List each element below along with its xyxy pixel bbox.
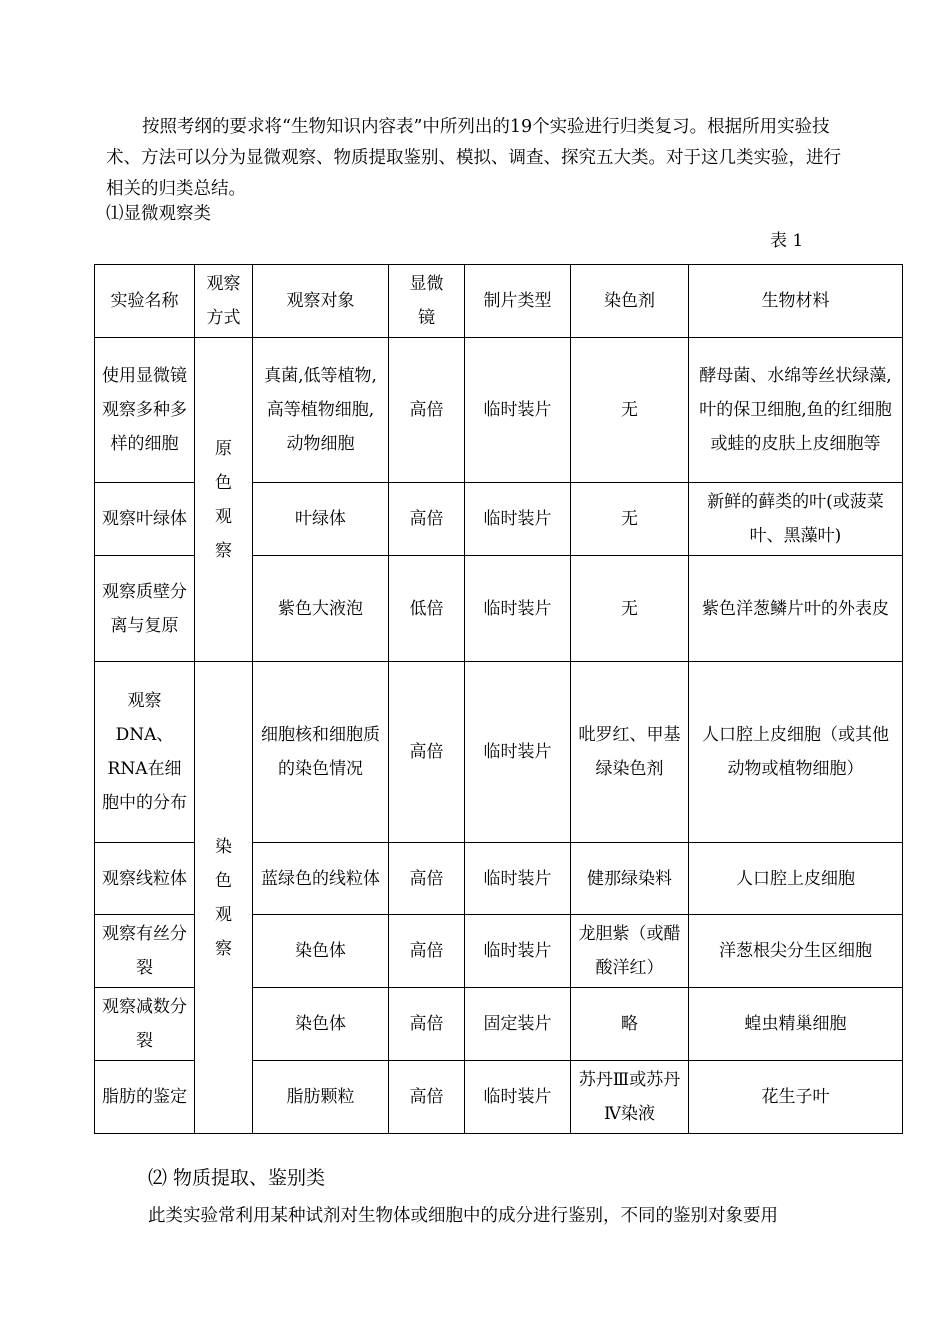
slide-type: 临时装片 [465,1061,571,1134]
table-title: 表 1 [770,231,804,251]
header-cell: 实验名称 [95,265,195,338]
stain: 无 [571,483,689,556]
header-cell: 显微镜 [389,265,465,338]
microscope: 高倍 [389,843,465,915]
stain: 苏丹Ⅲ或苏丹Ⅳ染液 [571,1061,689,1134]
table-row [95,338,903,483]
header-cell: 染色剂 [571,265,689,338]
stain: 吡罗红、甲基绿染色剂 [571,662,689,843]
header-cell: 观察方式 [195,265,253,338]
material: 花生子叶 [689,1061,903,1134]
observe-object: 紫色大液泡 [253,556,389,662]
stain: 略 [571,988,689,1061]
observe-object: 染色体 [253,915,389,988]
intro-paragraph: 按照考纲的要求将“生物知识内容表”中所列出的19个实验进行归类复习。根据所用实验技术、方法可以分为显微观察、物质提取鉴别、模拟、调查、探究五大类。对于这几类实验，进行相关的归类总结。 [106,117,841,199]
microscope: 高倍 [389,1061,465,1134]
observe-object: 细胞核和细胞质的染色情况 [253,662,389,843]
stain: 无 [571,556,689,662]
observe-object: 蓝绿色的线粒体 [253,843,389,915]
slide-type: 临时装片 [465,483,571,556]
experiment-name: 观察减数分裂 [95,988,195,1061]
observe-object: 真菌,低等植物,高等植物细胞,动物细胞 [253,338,389,483]
table-row [95,662,903,843]
microscope: 高倍 [389,662,465,843]
table-header-row [95,265,903,338]
slide-type: 固定装片 [465,988,571,1061]
header-cell: 生物材料 [689,265,903,338]
microscope: 高倍 [389,483,465,556]
material: 人口腔上皮细胞 [689,843,903,915]
body-text-line: 此类实验常利用某种试剂对生物体或细胞中的成分进行鉴别，不同的鉴别对象要用 [148,1206,778,1226]
observe-object: 脂肪颗粒 [253,1061,389,1134]
slide-type: 临时装片 [465,556,571,662]
stain: 无 [571,338,689,483]
section-1-heading: ⑴显微观察类 [106,204,211,224]
group-cell: 染色观察 [195,662,253,1134]
slide-type: 临时装片 [465,843,571,915]
slide-type: 临时装片 [465,915,571,988]
experiment-name: 观察线粒体 [95,843,195,915]
material: 洋葱根尖分生区细胞 [689,915,903,988]
experiment-name: 观察叶绿体 [95,483,195,556]
microscope: 低倍 [389,556,465,662]
material: 紫色洋葱鳞片叶的外表皮 [689,556,903,662]
experiment-name: 观察DNA、RNA在细胞中的分布 [95,662,195,843]
microscope: 高倍 [389,338,465,483]
header-cell: 观察对象 [253,265,389,338]
section-2-heading: ⑵ 物质提取、鉴别类 [148,1167,326,1189]
experiment-name: 观察有丝分裂 [95,915,195,988]
experiment-name: 脂肪的鉴定 [95,1061,195,1134]
group-cell: 原色观察 [195,338,253,662]
material: 酵母菌、水绵等丝状绿藻,叶的保卫细胞,鱼的红细胞或蛙的皮肤上皮细胞等 [689,338,903,483]
experiment-name: 使用显微镜观察多种多样的细胞 [95,338,195,483]
observe-object: 染色体 [253,988,389,1061]
slide-type: 临时装片 [465,338,571,483]
stain: 龙胆紫（或醋酸洋红） [571,915,689,988]
slide-type: 临时装片 [465,662,571,843]
material: 蝗虫精巢细胞 [689,988,903,1061]
observe-object: 叶绿体 [253,483,389,556]
microscope: 高倍 [389,988,465,1061]
header-cell: 制片类型 [465,265,571,338]
material: 人口腔上皮细胞（或其他动物或植物细胞） [689,662,903,843]
microscope: 高倍 [389,915,465,988]
experiment-name: 观察质壁分离与复原 [95,556,195,662]
experiment-table [94,264,903,1134]
material: 新鲜的藓类的叶(或菠菜叶、黑藻叶) [689,483,903,556]
stain: 健那绿染料 [571,843,689,915]
